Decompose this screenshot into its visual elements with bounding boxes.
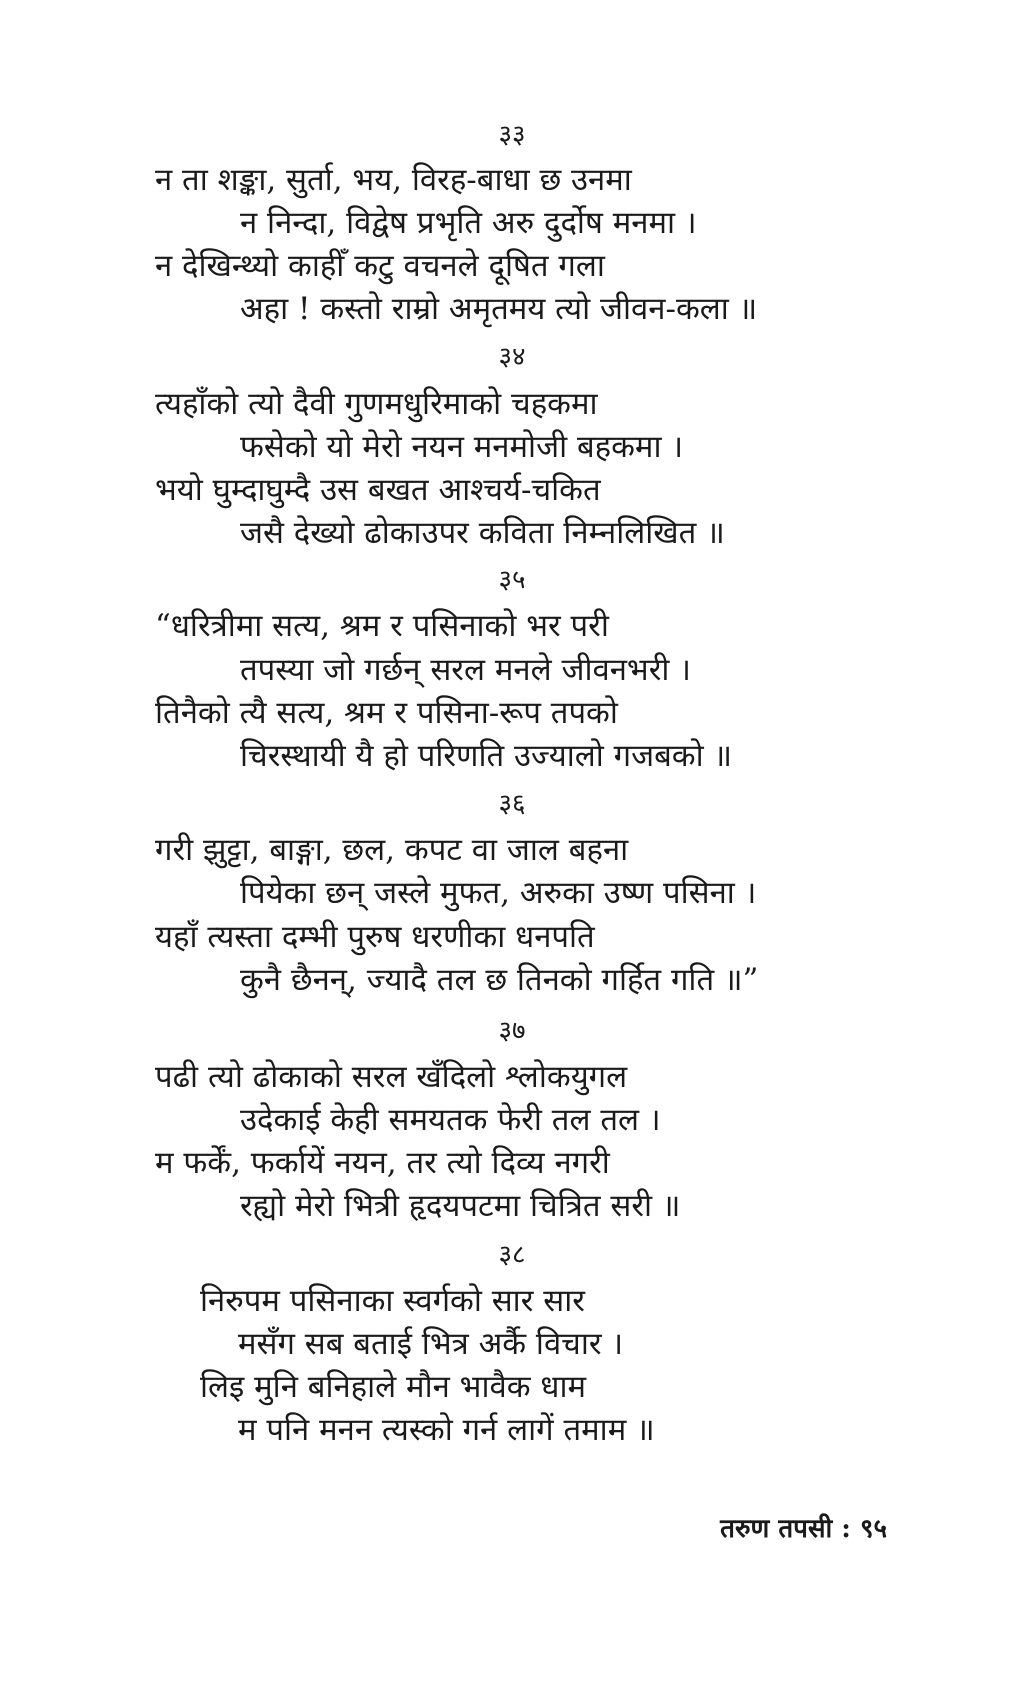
verse-line: निरुपम पसिनाका स्वर्गको सार सार xyxy=(200,1283,585,1319)
stanza-number: ३३ xyxy=(498,120,526,150)
verse-line: न निन्दा, विद्वेष प्रभृति अरु दुर्दोष मनमा । xyxy=(240,205,697,241)
verse-line: रह्यो मेरो भित्री हृदयपटमा चित्रित सरी ॥ xyxy=(240,1188,681,1224)
verse-line: म पनि मनन त्यस्को गर्न लागें तमाम ॥ xyxy=(238,1412,655,1448)
verse-line: पढी त्यो ढोकाको सरल खँदिलो श्लोकयुगल xyxy=(155,1059,628,1095)
verse-line: गरी झुट्टा, बाङ्गा, छल, कपट वा जाल बहना xyxy=(155,832,629,868)
verse-line: अहा ! कस्तो राम्रो अमृतमय त्यो जीवन-कला ॥ xyxy=(240,291,758,327)
verse-line: त्यहाँको त्यो दैवी गुणमधुरिमाको चहकमा xyxy=(155,386,598,422)
verse-line: यहाँ त्यस्ता दम्भी पुरुष धरणीका धनपति xyxy=(155,919,595,955)
verse-line: पियेका छन् जस्ले मुफत, अरुका उष्ण पसिना । xyxy=(240,875,757,911)
verse-line: न ता शङ्का, सुर्ता, भय, विरह-बाधा छ उनमा xyxy=(155,162,632,198)
stanza-number: ३६ xyxy=(498,789,526,819)
verse-line: चिरस्थायी यै हो परिणति उज्यालो गजबको ॥ xyxy=(240,738,733,774)
verse-line: “धरित्रीमा सत्य, श्रम र पसिनाको भर परी xyxy=(155,608,609,644)
verse-line: फसेको यो मेरो नयन मनमोजी बहकमा । xyxy=(240,429,684,465)
verse-line: न देखिन्थ्यो काहीँ कटु वचनले दूषित गला xyxy=(155,248,605,284)
stanza-number: ३४ xyxy=(498,342,526,372)
stanza-number: ३५ xyxy=(498,565,526,595)
verse-line: तपस्या जो गर्छन् सरल मनले जीवनभरी । xyxy=(240,652,692,688)
verse-line: उदेकाई केही समयतक फेरी तल तल । xyxy=(240,1102,661,1138)
verse-line: जसै देख्यो ढोकाउपर कविता निम्नलिखित ॥ xyxy=(240,515,725,551)
page-footer: तरुण तपसी : ९५ xyxy=(720,1514,887,1544)
verse-line: भयो घुम्दाघुम्दै उस बखत आश्चर्य-चकित xyxy=(155,472,601,508)
verse-line: लिइ मुनि बनिहाले मौन भावैक धाम xyxy=(200,1369,587,1405)
verse-line: मसँग सब बताई भित्र अर्कै विचार । xyxy=(238,1326,624,1362)
verse-line: तिनैको त्यै सत्य, श्रम र पसिना-रूप तपको xyxy=(155,695,618,731)
stanza-number: ३८ xyxy=(498,1240,526,1270)
verse-line: म फर्कें, फर्कायें नयन, तर त्यो दिव्य नगरी xyxy=(155,1145,610,1181)
verse-line: कुनै छैनन्, ज्यादै तल छ तिनको गर्हित गति ॥” xyxy=(240,962,759,998)
stanza-number: ३७ xyxy=(498,1016,526,1046)
